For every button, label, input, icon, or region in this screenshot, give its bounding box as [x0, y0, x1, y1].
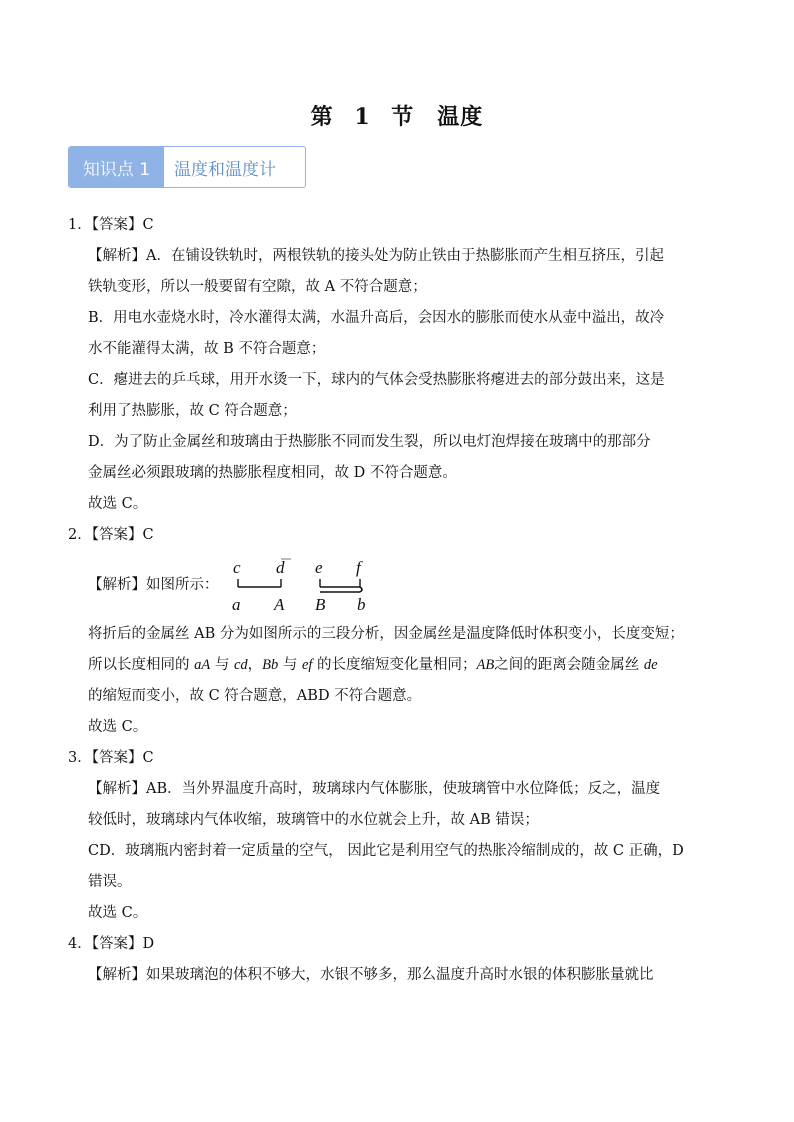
q4-line: 如果玻璃泡的体积不够大，水银不够多，那么温度升高时水银的体积膨胀量就比 [146, 967, 654, 983]
text-run: 之间的距离会随金属丝 [494, 657, 644, 673]
q1-answer: C [142, 217, 154, 233]
q3-analysis-line [68, 774, 728, 805]
text-run: ， [247, 657, 263, 673]
var-AB: AB [476, 657, 495, 673]
q2-line: 的缩短而变小，故 C 符合题意，ABD 不符合题意。 [88, 688, 422, 704]
q2-answer: C [142, 527, 154, 543]
answer-label: 【答案】 [91, 936, 143, 952]
label-e: e [314, 558, 323, 577]
q1-line: A．在铺设铁轨时，两根铁轨的接头处为防止铁由于热膨胀而产生相互挤压，引起 [146, 248, 664, 264]
var-de: de [643, 657, 658, 673]
label-a: a [231, 595, 240, 614]
text-run: 与 [210, 657, 234, 673]
var-cd: cd [233, 657, 248, 673]
answer-label: 【答案】 [91, 217, 143, 233]
page-title: 第 1 节 温度 [310, 104, 484, 130]
knowledge-point-name: 温度和温度计 [174, 159, 276, 180]
text-run: 所以长度相同的 [88, 657, 195, 673]
q3-line: 错误。 [88, 874, 132, 890]
q3-answer: C [142, 750, 154, 766]
q3-number: 3． [68, 750, 92, 766]
label-b: b [356, 595, 365, 614]
answer-label: 【答案】 [91, 750, 143, 766]
label-B: B [314, 595, 325, 614]
q2-analysis-intro: 如图所示： [146, 576, 219, 593]
answer-label: 【答案】 [91, 527, 143, 543]
q3-answer-line [68, 743, 728, 774]
q2-analysis-diagram-line [68, 551, 728, 619]
analysis-label: 【解析】 [88, 576, 146, 593]
q3-line: AB．当外界温度升高时，玻璃球内气体膨胀，使玻璃管中水位降低；反之，温度 [146, 781, 661, 797]
q3-conclusion: 故选 C。 [88, 905, 148, 921]
q2-answer-line [68, 520, 728, 551]
knowledge-point-tag: 知识点 1 [69, 147, 164, 187]
text-run: 与 [278, 657, 302, 673]
label-A: A [273, 595, 284, 614]
knowledge-point-header [68, 146, 306, 188]
q1-line: B．用电水壶烧水时，冷水灌得太满，水温升高后，会因水的膨胀而使水从壶中溢出，故冷 [88, 310, 665, 326]
q1-analysis-line [68, 241, 728, 272]
q1-line: D．为了防止金属丝和玻璃由于热膨胀不同而发生裂，所以电灯泡焊接在玻璃中的那部分 [88, 434, 651, 450]
q1-line: 利用了热膨胀，故 C 符合题意； [88, 403, 297, 419]
q4-number: 4． [68, 936, 92, 952]
q1-line: 金属丝必须跟玻璃的热膨胀程度相同，故 D 不符合题意。 [88, 465, 457, 481]
q1-conclusion: 故选 C。 [88, 496, 148, 512]
var-ef: ef [301, 657, 313, 673]
q4-analysis-line [68, 960, 728, 991]
label-c: c [232, 558, 241, 577]
q4-answer-line [68, 929, 728, 960]
wire-diagram [223, 553, 373, 617]
q1-line: C．瘪进去的乒乓球，用开水烫一下，球内的气体会受热膨胀将瘪进去的部分鼓出来，这是 [88, 372, 665, 388]
var-aA: aA [194, 657, 211, 673]
answer-content [68, 210, 728, 991]
q4-answer: D [142, 936, 155, 952]
q2-line [68, 650, 728, 681]
analysis-label: 【解析】 [88, 781, 146, 797]
text-run: 的长度缩短变化量相同； [312, 657, 477, 673]
q1-answer-line [68, 210, 728, 241]
label-f: f [355, 558, 361, 577]
q3-line: 较低时，玻璃球内气体收缩，玻璃管中的水位就会上升，故 AB 错误； [88, 812, 539, 828]
q2-line: 将折后的金属丝 AB 分为如图所示的三段分析，因金属丝是温度降低时体积变小，长度变短； [88, 626, 684, 642]
q1-line: 铁轨变形，所以一般要留有空隙，故 A 不符合题意； [88, 279, 427, 295]
var-Bb: Bb [262, 657, 279, 673]
q3-line: CD．玻璃瓶内密封着一定质量的空气， 因此它是利用空气的热胀冷缩制成的，故 C 正确，D [88, 843, 684, 859]
diagram-wire-bend [360, 587, 362, 592]
q1-line: 水不能灌得太满，故 B 不符合题意； [88, 341, 326, 357]
label-d: d [275, 558, 284, 577]
analysis-label: 【解析】 [88, 248, 146, 264]
q2-number: 2． [68, 527, 92, 543]
q1-number: 1． [68, 217, 92, 233]
analysis-label: 【解析】 [88, 967, 146, 983]
q2-conclusion: 故选 C。 [88, 719, 148, 735]
